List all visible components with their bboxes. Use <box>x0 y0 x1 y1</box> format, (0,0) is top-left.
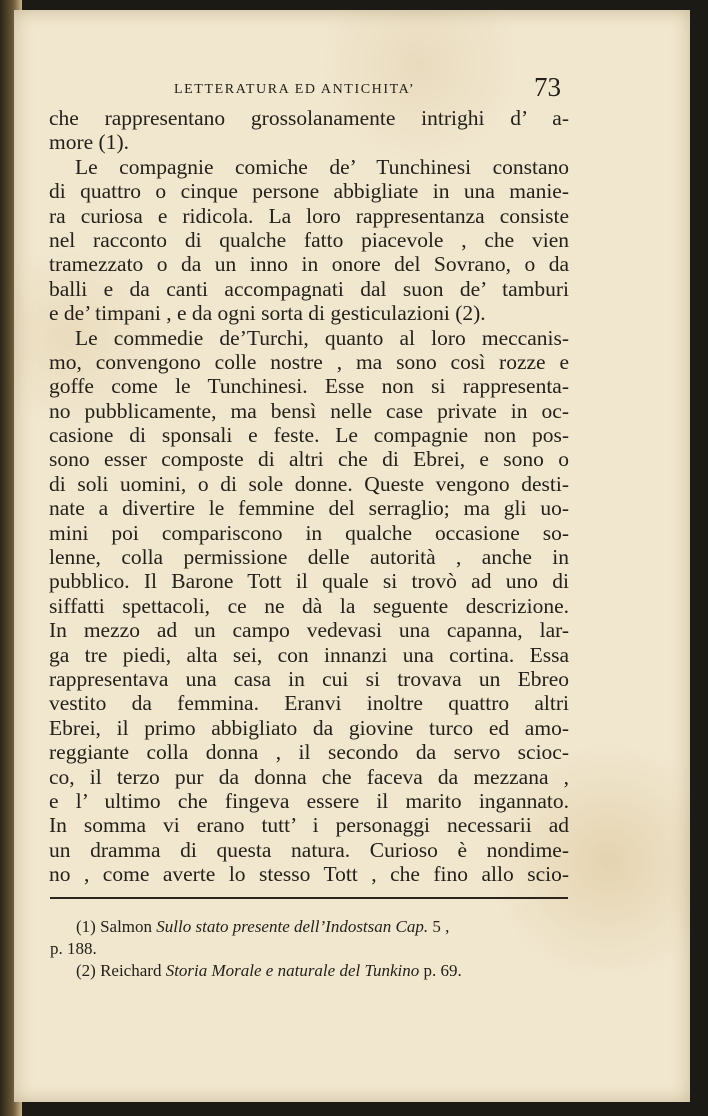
text-line: no , come averte lo stesso Tott , che fino allo scio- <box>49 862 569 887</box>
footnote-title: Sullo stato presente dell’Indostsan Cap. <box>156 917 429 936</box>
text-line: rappresentava una casa in cui si trovava un Ebreo <box>49 666 569 691</box>
text-line: no pubblicamente, ma bensì nelle case private in oc- <box>49 398 569 423</box>
footnote-marker: (1) <box>76 917 96 936</box>
text-line: tramezzato o da un inno in onore del Sovrano, o da <box>49 252 569 277</box>
text-line: ga tre piedi, alta sei, con innanzi una cortina. Essa <box>49 642 569 667</box>
text-line: mini poi compariscono in qualche occasione so- <box>49 520 569 545</box>
footnote-rule <box>50 897 568 899</box>
book-page <box>14 10 690 1102</box>
footnote-title: Storia Morale e naturale del Tunkino <box>165 961 420 980</box>
footnote-tail: p. 69. <box>423 961 462 980</box>
footnote-1 <box>50 916 570 938</box>
text-line: more (1). <box>49 130 129 155</box>
running-head-title: LETTERATURA ED ANTICHITA’ <box>174 82 416 97</box>
text-line: nate a divertire le femmine del serraglio; ma gli uo- <box>49 496 569 521</box>
text-line: reggiante colla donna , il secondo da servo scioc- <box>49 740 569 765</box>
text-line: ra curiosa e ridicola. La loro rappresentanza consiste <box>49 203 569 228</box>
footnote-marker: (2) <box>76 961 96 980</box>
footnote-author: Salmon <box>100 917 153 936</box>
text-line: co, il terzo pur da donna che faceva da mezzana , <box>49 764 569 789</box>
body-text <box>49 106 569 887</box>
footnote-2 <box>50 960 570 982</box>
text-line: un dramma di questa natura. Curioso è nondime- <box>49 837 569 862</box>
text-line: pubblico. Il Barone Tott il quale si trovò ad uno di <box>49 569 569 594</box>
text-line: Le compagnie comiche de’ Tunchinesi constano <box>75 154 569 179</box>
text-line: e l’ ultimo che fingeva essere il marito ingannato. <box>49 788 569 813</box>
text-line: Le commedie de’Turchi, quanto al loro meccanis- <box>75 325 569 350</box>
text-line: balli e da canti accompagnati dal suon de’ tamburi <box>49 276 569 301</box>
text-line: di quattro o cinque persone abbigliate in una manie- <box>49 179 569 204</box>
text-line: siffatti spettacoli, ce ne dà la seguente descrizione. <box>49 593 569 618</box>
text-line: goffe come le Tunchinesi. Esse non si rappresenta- <box>49 374 569 399</box>
text-line: In somma vi erano tutt’ i personaggi necessarii ad <box>49 813 569 838</box>
text-line: e de’ timpani , e da ogni sorta di gesticulazioni (2). <box>49 301 486 326</box>
text-line: mo, convengono colle nostre , ma sono così rozze e <box>49 349 569 374</box>
text-line: casione di sponsali e feste. Le compagnie non pos- <box>49 423 569 448</box>
text-line: lenne, colla permissione delle autorità , anche in <box>49 545 569 570</box>
text-line: sono esser composte di altri che di Ebrei, e sono o <box>49 447 569 472</box>
text-line: di soli uomini, o di sole donne. Queste vengono desti- <box>49 471 569 496</box>
text-line: In mezzo ad un campo vedevasi una capanna, lar- <box>49 618 569 643</box>
footnote-1-continuation: p. 188. <box>50 939 97 958</box>
text-line: nel racconto di qualche fatto piacevole , che vien <box>49 227 569 252</box>
text-line: vestito da femmina. Eranvi inoltre quattro altri <box>49 691 569 716</box>
text-line: che rappresentano grossolanamente intrighi d’ a- <box>49 106 569 130</box>
running-head <box>14 72 690 102</box>
page-number: 73 <box>534 72 561 102</box>
footnote-author: Reichard <box>100 961 162 980</box>
footnotes <box>50 916 570 982</box>
footnote-tail: 5 , <box>432 917 450 936</box>
text-line: Ebrei, il primo abbigliato da giovine turco ed amo- <box>49 715 569 740</box>
